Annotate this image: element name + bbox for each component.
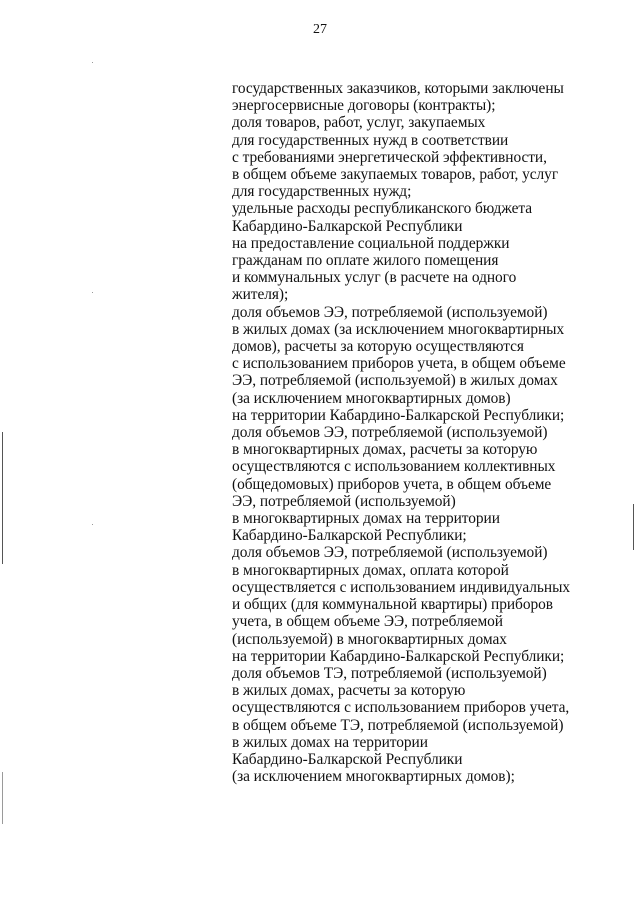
text-line: осуществляются с использованием приборов учета,: [232, 699, 570, 717]
text-line: на территории Кабардино-Балкарской Республики;: [232, 406, 565, 424]
text-line: доля товаров, работ, услуг, закупаемых: [232, 114, 486, 132]
scan-mark-right-1: [633, 504, 634, 550]
page-number: 27: [313, 22, 327, 37]
text-line: удельные расходы республиканского бюджета: [232, 200, 533, 218]
text-line: осуществляется с использованием индивидуальных: [232, 578, 571, 596]
text-line: в жилых домах, расчеты за которую: [232, 682, 466, 700]
text-line: жителя);: [232, 286, 289, 304]
text-line: доля объемов ЭЭ, потребляемой (используемой): [232, 544, 548, 562]
text-line: (за исключением многоквартирных домов): [232, 389, 511, 407]
text-line: в жилых домах на территории: [232, 733, 428, 751]
text-line: и общих (для коммунальной квартиры) приборов: [232, 596, 553, 614]
scan-mark-left-dot-1: [92, 62, 93, 63]
text-line: в многоквартирных домах на территории: [232, 510, 500, 528]
text-line: для государственных нужд в соответствии: [232, 131, 509, 149]
text-line: (используемой) в многоквартирных домах: [232, 630, 507, 648]
document-body-text: [232, 80, 582, 785]
text-line: (общедомовых) приборов учета, в общем объеме: [232, 475, 552, 493]
text-line: в многоквартирных домах, оплата которой: [232, 561, 509, 579]
text-line: Кабардино-Балкарской Республики: [232, 750, 463, 768]
scan-mark-left-dot-2: [92, 292, 93, 293]
text-line: осуществляются с использованием коллективных: [232, 458, 556, 476]
text-line: для государственных нужд;: [232, 183, 412, 201]
scan-mark-left-dot-3: [92, 524, 93, 525]
scan-mark-left-2: [2, 772, 3, 824]
text-line: на территории Кабардино-Балкарской Республики;: [232, 647, 565, 665]
text-line: ЭЭ, потребляемой (используемой) в жилых домах: [232, 372, 558, 390]
text-line: (за исключением многоквартирных домов);: [232, 768, 515, 786]
text-line: в многоквартирных домах, расчеты за которую: [232, 441, 538, 459]
scan-mark-left-1: [2, 432, 3, 564]
text-line: домов), расчеты за которую осуществляются: [232, 338, 524, 356]
text-line: гражданам по оплате жилого помещения: [232, 252, 499, 270]
text-line: доля объемов ЭЭ, потребляемой (используемой): [232, 424, 548, 442]
text-line: государственных заказчиков, которыми заключены: [232, 80, 564, 97]
text-line: и коммунальных услуг (в расчете на одного: [232, 269, 517, 287]
text-line: доля объемов ТЭ, потребляемой (используемой): [232, 664, 547, 682]
text-line: в жилых домах (за исключением многоквартирных: [232, 320, 565, 338]
text-line: доля объемов ЭЭ, потребляемой (используемой): [232, 303, 548, 321]
text-line: с использованием приборов учета, в общем объеме: [232, 355, 566, 373]
text-line: в общем объеме ТЭ, потребляемой (используемой): [232, 716, 564, 734]
text-line: Кабардино-Балкарской Республики;: [232, 527, 467, 545]
text-line: энергосервисные договоры (контракты);: [232, 97, 496, 115]
text-line: с требованиями энергетической эффективности,: [232, 148, 547, 166]
text-line: ЭЭ, потребляемой (используемой): [232, 492, 456, 510]
text-line: на предоставление социальной поддержки: [232, 234, 510, 252]
text-line: Кабардино-Балкарской Республики: [232, 217, 463, 235]
text-line: учета, в общем объеме ЭЭ, потребляемой: [232, 613, 503, 631]
text-line: в общем объеме закупаемых товаров, работ, услуг: [232, 166, 559, 184]
